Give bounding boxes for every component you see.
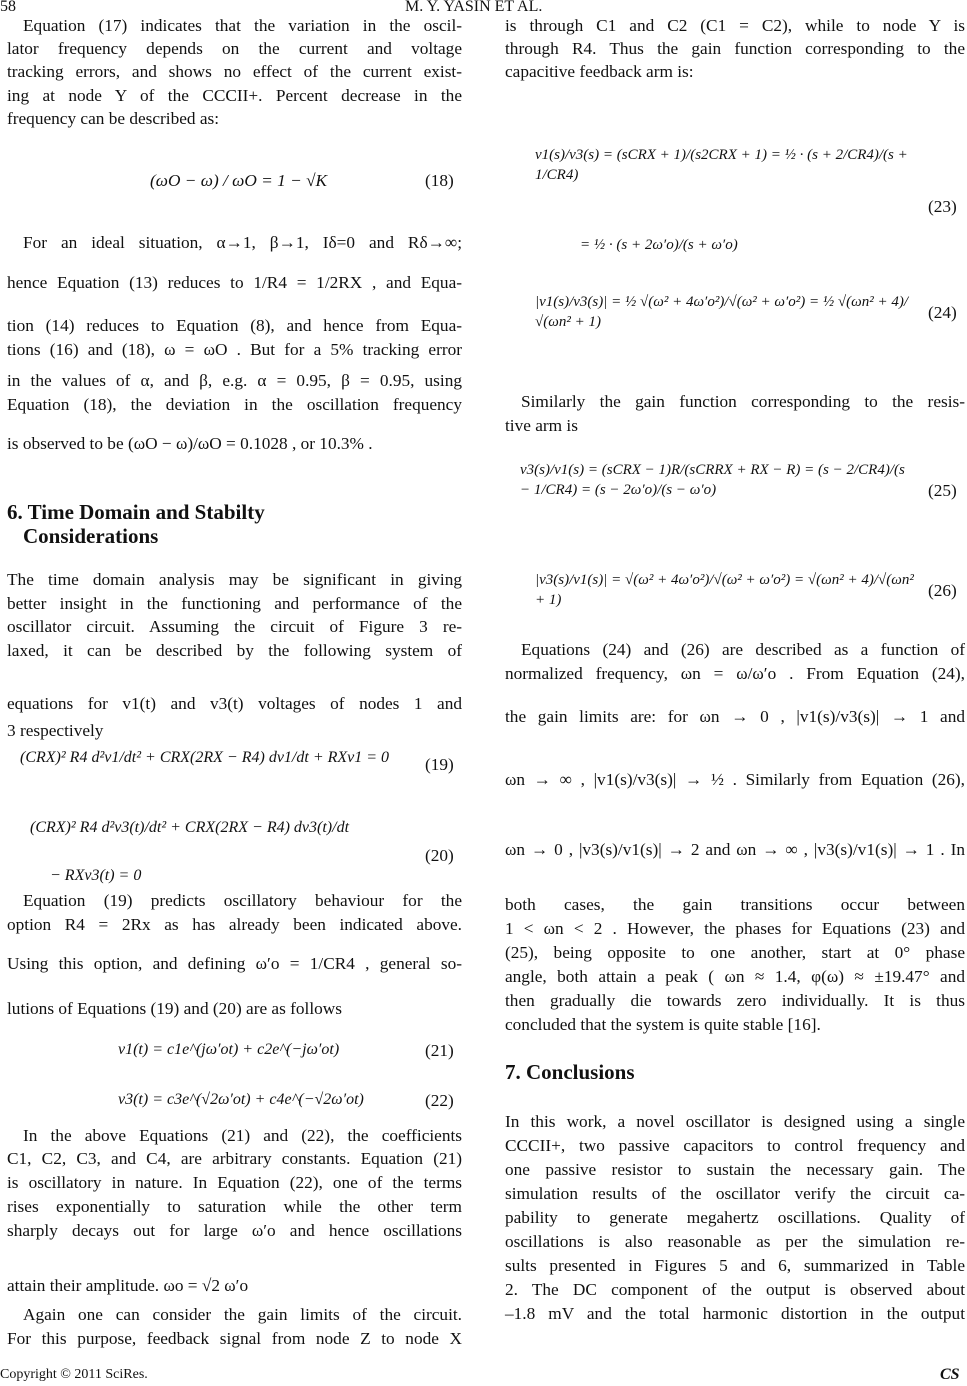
left-p5-line: sharply decays out for large ω′o and hence oscillations <box>7 1221 462 1240</box>
equation-number-19: (19) <box>425 755 454 774</box>
left-p5-line: C1, C2, C3, and C4, are arbitrary constants. Equation (21) <box>7 1149 462 1168</box>
right-p3-line: concluded that the system is quite stable [16]. <box>505 1015 821 1034</box>
left-p3-line: better insight in the functioning and performance of the <box>7 594 462 613</box>
right-p3-line: both cases, the gain transitions occur between <box>505 895 965 914</box>
left-p2-line: Equation (18), the deviation in the oscillation frequency <box>7 395 462 414</box>
left-p1-line: frequency can be described as: <box>7 109 220 128</box>
left-p2-line: in the values of α, and β, e.g. α = 0.95, β = 0.95, using <box>7 371 462 390</box>
right-p4-line: pability to generate megahertz oscillations. Quality of <box>505 1208 965 1227</box>
right-p1-line: through R4. Thus the gain function corresponding to the <box>505 39 965 58</box>
left-p3-line: equations for v1(t) and v3(t) voltages of nodes 1 and <box>7 694 462 713</box>
right-p4-line: sults presented in Figures 5 and 6, summarized in Table <box>505 1256 965 1275</box>
section-heading-7: 7. Conclusions <box>505 1060 635 1084</box>
right-p4-line: simulation results of the oscillator verify the circuit ca- <box>505 1184 965 1203</box>
equation-20-line1: (CRX)² R4 d²v3(t)/dt² + CRX(2RX − R4) dv3(t)/dt <box>30 819 350 836</box>
section-heading-6-cont: Considerations <box>23 524 159 548</box>
left-p1-line: tracking errors, and shows no effect of the current exist- <box>7 62 462 81</box>
equation-24: |v1(s)/v3(s)| = ½ √(ω² + 4ω′o²)/√(ω² + ω′o²) = ½ √(ωn² + 4)/√(ωn² + 1) <box>535 294 909 330</box>
right-p3-line: then gradually die towards zero individually. It is thus <box>505 991 965 1010</box>
right-p3-line: 1 < ωn < 2 . However, the phases for Equations (23) and <box>505 919 965 938</box>
equation-18: (ωO − ω) / ωO = 1 − √K <box>150 171 328 190</box>
right-p3-line: ωn → ∞ , |v1(s)/v3(s)| → ½ . Similarly from Equation (26), <box>505 770 965 789</box>
right-p4-line: 2. The DC component of the output is observed about <box>505 1280 965 1299</box>
left-p5-line: In the above Equations (21) and (22), the coefficients <box>23 1126 462 1145</box>
left-p3-line: 3 respectively <box>7 721 104 740</box>
right-p1-line: capacitive feedback arm is: <box>505 62 694 81</box>
left-p5-line: attain their amplitude. ωo = √2 ω′o <box>7 1276 249 1295</box>
left-p1-line: ing at node Y of the CCCII+. Percent decrease in the <box>7 86 462 105</box>
left-p2-line: hence Equation (13) reduces to 1/R4 = 1/2RX , and Equa- <box>7 273 462 292</box>
copyright: Copyright © 2011 SciRes. <box>0 1367 148 1382</box>
left-p1-line: lator frequency depends on the current and voltage <box>7 39 462 58</box>
left-p4-line: lutions of Equations (19) and (20) are as follows <box>7 999 342 1018</box>
right-p1-line: is through C1 and C2 (C1 = C2), while to node Y is <box>505 16 965 35</box>
equation-number-22: (22) <box>425 1091 454 1110</box>
equation-20-line2: − RXv3(t) = 0 <box>50 867 142 884</box>
right-p3-line: ωn → 0 , |v3(s)/v1(s)| → 2 and ωn → ∞ , |v3(s)/v1(s)| → 1 . In <box>505 840 965 859</box>
equation-number-18: (18) <box>425 171 454 190</box>
equation-19: (CRX)² R4 d²v1/dt² + CRX(2RX − R4) dv1/dt + RXv1 = 0 <box>20 749 390 766</box>
journal-abbrev: CS <box>940 1366 960 1383</box>
right-p4-line: one passive resistor to sustain the necessary gain. The <box>505 1160 965 1179</box>
equation-number-21: (21) <box>425 1041 454 1060</box>
equation-25: v3(s)/v1(s) = (sCRX − 1)R/(sCRRX + RX − R) = (s − 2/CR4)/(s − 1/CR4) = (s − 2ω′o)/(s − ω′o) <box>520 462 905 498</box>
section-heading-6: 6. Time Domain and Stabilty <box>7 500 265 524</box>
right-p3-line: normalized frequency, ωn = ω/ω′o . From Equation (24), <box>505 664 965 683</box>
right-p3-line: the gain limits are: for ωn → 0 , |v1(s)/v3(s)| → 1 and <box>505 707 965 726</box>
left-p2-line: tion (14) reduces to Equation (8), and hence from Equa- <box>7 316 462 335</box>
right-p3-line: Equations (24) and (26) are described as a function of <box>521 640 965 659</box>
left-p4-line: Equation (19) predicts oscillatory behaviour for the <box>23 891 462 910</box>
left-p2-line: For an ideal situation, α→1, β→1, Iδ=0 and Rδ→∞; <box>23 233 462 252</box>
left-p2-line: tions (16) and (18), ω = ωO . But for a 5% tracking error <box>7 340 462 359</box>
equation-number-23: (23) <box>928 197 957 216</box>
equation-number-26: (26) <box>928 581 957 600</box>
left-p2-line: is observed to be (ωO − ω)/ωO = 0.1028 , or 10.3% . <box>7 434 373 453</box>
equation-23-line1: v1(s)/v3(s) = (sCRX + 1)/(s2CRX + 1) = ½ · (s + 2/CR4)/(s + 1/CR4) <box>535 147 908 183</box>
page-number: 58 <box>0 0 16 15</box>
left-p3-line: oscillator circuit. Assuming the circuit of Figure 3 re- <box>7 617 462 636</box>
equation-number-24: (24) <box>928 303 957 322</box>
equation-number-20: (20) <box>425 846 454 865</box>
left-p4-line: Using this option, and defining ω′o = 1/CR4 , general so- <box>7 954 462 973</box>
left-p3-line: The time domain analysis may be significant in giving <box>7 570 462 589</box>
equation-22: v3(t) = c3e^(√2ω′ot) + c4e^(−√2ω′ot) <box>118 1091 364 1108</box>
right-p4-line: CCCII+, two passive capacitors to control frequency and <box>505 1136 965 1155</box>
left-p6-line: For this purpose, feedback signal from node Z to node X <box>7 1329 462 1348</box>
right-p3-line: (25), being opposite to one another, start at 0° phase <box>505 943 965 962</box>
left-p5-line: is oscillatory in nature. In Equation (22), one of the terms <box>7 1173 462 1192</box>
right-p2-line: Similarly the gain function corresponding to the resis- <box>521 392 965 411</box>
left-p4-line: option R4 = 2Rx as has already been indicated above. <box>7 915 462 934</box>
equation-number-25: (25) <box>928 481 957 500</box>
right-p4-line: In this work, a novel oscillator is designed using a single <box>505 1112 965 1131</box>
equation-21: v1(t) = c1e^(jω′ot) + c2e^(−jω′ot) <box>118 1041 340 1058</box>
equation-26: |v3(s)/v1(s)| = √(ω² + 4ω′o²)/√(ω² + ω′o²) = √(ωn² + 4)/√(ωn² + 1) <box>535 572 914 608</box>
right-p2-line: tive arm is <box>505 416 578 435</box>
running-header: M. Y. YASIN ET AL. <box>405 0 543 15</box>
right-p4-line: –1.8 mV and the total harmonic distortion in the output <box>505 1304 965 1323</box>
right-p4-line: oscillations is also reasonable as per the simulation re- <box>505 1232 965 1251</box>
left-p5-line: rises exponentially to saturation while the other term <box>7 1197 462 1216</box>
left-p1-line: Equation (17) indicates that the variation in the oscil- <box>23 16 462 35</box>
right-p3-line: angle, both attain a peak ( ωn ≈ 1.4, φ(ω) ≈ ±19.47° and <box>505 967 965 986</box>
left-p6-line: Again one can consider the gain limits of the circuit. <box>23 1305 462 1324</box>
left-p3-line: laxed, it can be described by the following system of <box>7 641 462 660</box>
equation-23-line2: = ½ · (s + 2ω′o)/(s + ω′o) <box>580 237 738 253</box>
